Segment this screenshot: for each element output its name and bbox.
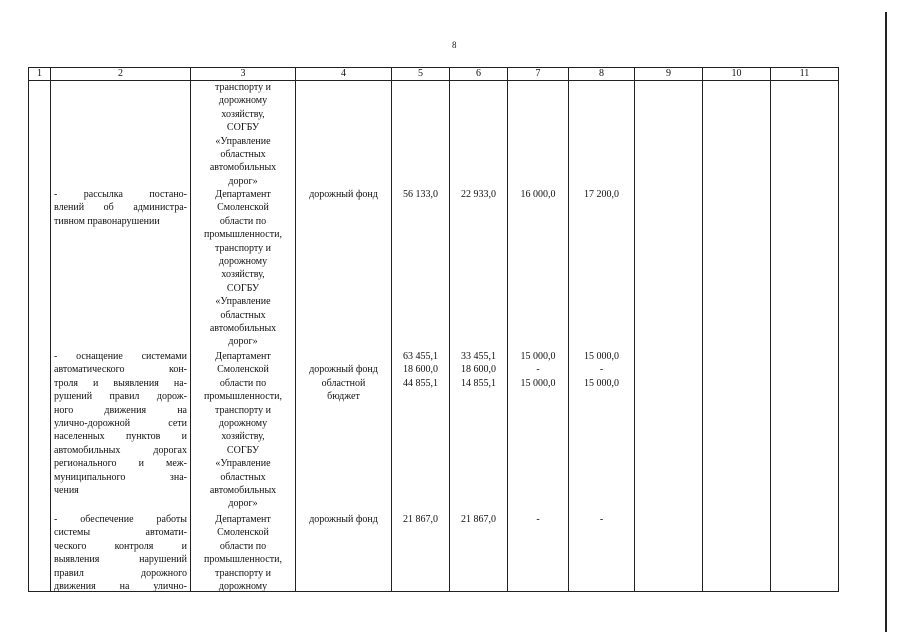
- row2-description: - оснащение системами автоматического кон- троля и выявления на- рушений правил дорож- ного движения на улично-дорожной сети населенных пунктов и автомобильных дорогах регионального и меж- муниципального зна- чения: [54, 351, 187, 497]
- column-header: 11: [771, 68, 839, 81]
- budget-table: [28, 67, 839, 592]
- row1-executor: Департамент Смоленской области по промышленности, транспорту и дорожному хозяйству, СОГБУ «Управление областных автомобильных дорог»: [204, 189, 282, 348]
- value: 21 867,0: [403, 514, 438, 525]
- row1-source: дорожный фонд: [309, 189, 378, 200]
- page-number: 8: [452, 40, 457, 50]
- value: -: [536, 514, 540, 525]
- value: -: [536, 364, 540, 376]
- value: 14 855,1: [461, 377, 496, 389]
- value: 21 867,0: [461, 514, 496, 525]
- value: 22 933,0: [461, 189, 496, 200]
- column-header: 7: [508, 68, 569, 81]
- value: -: [599, 514, 604, 525]
- cell-col9: [635, 81, 703, 592]
- cell-col11: [771, 81, 839, 592]
- col3-continuation: транспорту и дорожному хозяйству, СОГБУ «Управление областных автомобильных дорог»: [209, 82, 277, 187]
- cell-col8: [569, 81, 635, 592]
- cell-col4: [296, 81, 392, 592]
- scan-edge-line: [885, 12, 887, 632]
- column-header: 4: [296, 68, 392, 81]
- value: 63 455,1: [403, 351, 438, 362]
- value: 18 600,0: [403, 364, 438, 376]
- column-header: 1: [29, 68, 51, 81]
- cell-col5: [392, 81, 450, 592]
- value: 15 000,0: [520, 377, 556, 389]
- value: -: [599, 364, 604, 376]
- column-header: 10: [703, 68, 771, 81]
- cell-col1: [29, 81, 51, 592]
- row3-source: дорожный фонд: [309, 514, 378, 525]
- value: 18 600,0: [461, 364, 496, 376]
- row1-description: - рассылка постано- влений об администра- тивном правонарушении: [54, 189, 187, 227]
- row3-executor: Департамент Смоленской области по промышленности, транспорту и дорожному: [204, 514, 282, 593]
- row2-executor: Департамент Смоленской области по промышленности, транспорту и дорожному хозяйству, СОГБУ «Управление областных автомобильных дорог»: [204, 351, 282, 510]
- cell-col3: [191, 81, 296, 592]
- value: 16 000,0: [520, 189, 556, 200]
- value: 56 133,0: [403, 189, 438, 200]
- value: 15 000,0: [520, 351, 556, 362]
- column-header: 3: [191, 68, 296, 81]
- value: 15 000,0: [584, 351, 619, 362]
- row2-source: дорожный фонд областной бюджет: [309, 364, 378, 403]
- column-header: 2: [51, 68, 191, 81]
- column-header: 8: [569, 68, 635, 81]
- cell-col2: [51, 81, 191, 592]
- value: 17 200,0: [584, 189, 619, 200]
- column-header: 6: [450, 68, 508, 81]
- value: 44 855,1: [403, 377, 438, 389]
- cell-col7: [508, 81, 569, 592]
- column-header: 9: [635, 68, 703, 81]
- cell-col10: [703, 81, 771, 592]
- value: 33 455,1: [461, 351, 496, 362]
- row3-description: - обеспечение работы системы автомати- ческого контроля и выявления нарушений правил дорожного движения на улично-: [54, 514, 187, 593]
- column-header: 5: [392, 68, 450, 81]
- table-row: [29, 81, 839, 592]
- cell-col6: [450, 81, 508, 592]
- header-row: [29, 68, 839, 81]
- value: 15 000,0: [584, 377, 619, 389]
